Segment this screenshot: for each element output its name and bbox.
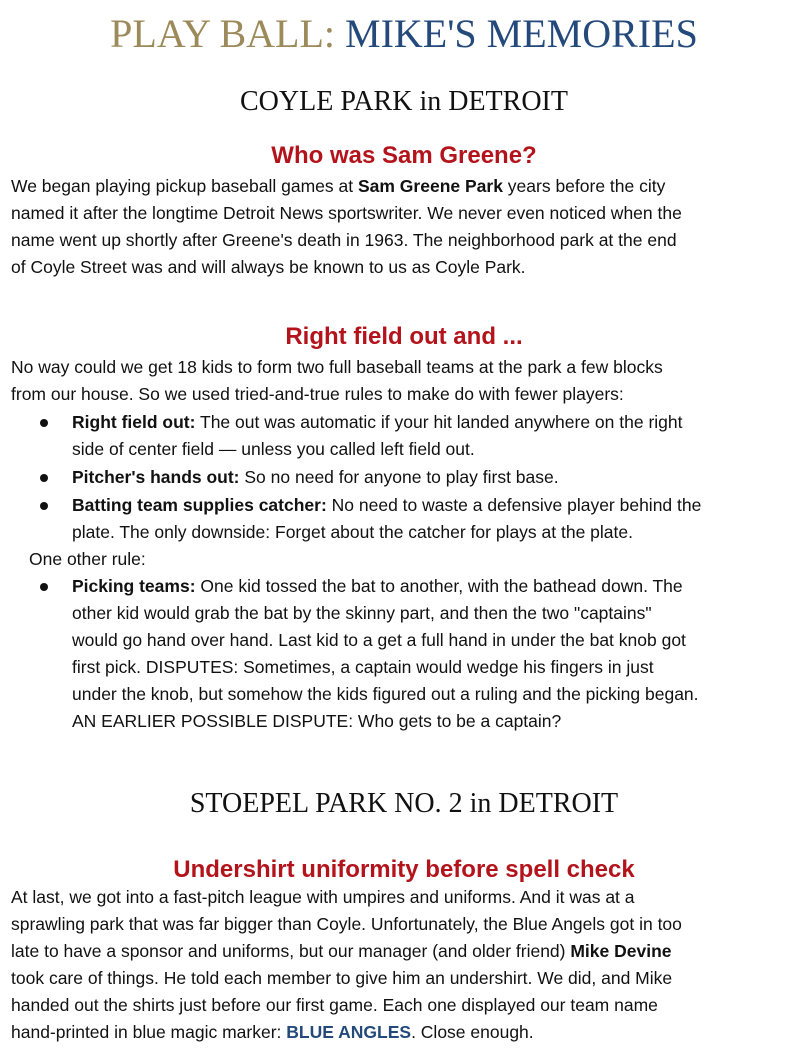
- rule-item-right-field: [72, 409, 802, 463]
- rule-item-picking-teams: [72, 573, 802, 735]
- rule-text: One kid tossed the bat to another, with the bathead down. The: [195, 576, 683, 596]
- rule-line: [72, 464, 802, 491]
- masthead-prefix: PLAY BALL:: [110, 11, 336, 56]
- rule-term: Right field out:: [72, 412, 196, 432]
- team-name-misspelled: BLUE ANGLES: [286, 1022, 412, 1042]
- rule-text: The out was automatic if your hit landed anywhere on the right: [195, 412, 683, 432]
- paragraph-undershirt: [11, 884, 801, 1046]
- paragraph-line: [11, 173, 801, 200]
- masthead-title: MIKE'S MEMORIES: [345, 11, 698, 56]
- text-run: years before the city: [502, 176, 666, 196]
- bullet-dot: [40, 583, 48, 591]
- paragraph-line: named it after the longtime Detroit News sportswriter. We never even noticed when the: [11, 203, 682, 223]
- paragraph-line: handed out the shirts just before our first game. Each one displayed our team name: [11, 995, 658, 1015]
- rule-line: first pick. DISPUTES: Sometimes, a captain would wedge his fingers in just: [72, 657, 654, 677]
- rule-line: AN EARLIER POSSIBLE DISPUTE: Who gets to be a captain?: [72, 711, 562, 731]
- paragraph-line: of Coyle Street was and will always be known to us as Coyle Park.: [11, 257, 526, 277]
- paragraph-line: [11, 1019, 801, 1046]
- paragraph-line: from our house. So we used tried-and-true rules to make do with fewer players:: [11, 384, 624, 404]
- text-run: We began playing pickup baseball games at: [11, 176, 358, 196]
- subheading-right-field-out: Right field out and ...: [285, 323, 523, 350]
- paragraph-line: At last, we got into a fast-pitch league with umpires and uniforms. And it was at a: [11, 887, 635, 907]
- rule-line: plate. The only downside: Forget about the catcher for plays at the plate.: [72, 522, 633, 542]
- rule-line: other kid would grab the bat by the skinny part, and then the two "captains": [72, 603, 652, 623]
- paragraph-line: [11, 938, 801, 965]
- paragraph-intro: [11, 354, 801, 408]
- rule-line: would go hand over hand. Last kid to a get a full hand in under the bat knob got: [72, 630, 686, 650]
- text-run: . Close enough.: [411, 1022, 534, 1042]
- section-heading-coyle: COYLE PARK in DETROIT: [240, 86, 568, 117]
- bullet-dot: [40, 474, 48, 482]
- rule-line: [72, 409, 802, 436]
- paragraph-line: sprawling park that was far bigger than Coyle. Unfortunately, the Blue Angels got in too: [11, 914, 682, 934]
- rule-term: Picking teams:: [72, 576, 196, 596]
- subheading-sam-greene: Who was Sam Greene?: [271, 142, 537, 169]
- bold-manager-name: Mike Devine: [570, 941, 672, 961]
- other-rule-label: One other rule:: [29, 549, 146, 569]
- bullet-dot: [40, 419, 48, 427]
- rule-item-catcher: [72, 492, 802, 546]
- rule-line: [72, 573, 802, 600]
- rule-line: side of center field — unless you called left field out.: [72, 439, 475, 459]
- rule-term: Pitcher's hands out:: [72, 467, 240, 487]
- paragraph-sam-greene: [11, 173, 801, 281]
- bold-park-name: Sam Greene Park: [357, 176, 503, 196]
- subheading-undershirt: Undershirt uniformity before spell check: [173, 856, 635, 883]
- masthead: [0, 10, 808, 58]
- text-run: hand-printed in blue magic marker:: [11, 1022, 287, 1042]
- text-run: late to have a sponsor and uniforms, but our manager (and older friend): [11, 941, 571, 961]
- paragraph-line: name went up shortly after Greene's death in 1963. The neighborhood park at the end: [11, 230, 677, 250]
- rule-line: under the knob, but somehow the kids figured out a ruling and the picking began.: [72, 684, 699, 704]
- bullet-dot: [40, 502, 48, 510]
- paragraph-line: took care of things. He told each member to give him an undershirt. We did, and Mike: [11, 968, 673, 988]
- section-heading-stoepel: STOEPEL PARK NO. 2 in DETROIT: [189, 788, 619, 819]
- rule-item-pitchers-hands: [72, 464, 802, 491]
- rule-term: Batting team supplies catcher:: [72, 495, 327, 515]
- rule-text: No need to waste a defensive player behind the: [326, 495, 702, 515]
- paragraph-line: No way could we get 18 kids to form two full baseball teams at the park a few blocks: [11, 357, 663, 377]
- rule-text: So no need for anyone to play first base.: [239, 467, 559, 487]
- rule-line: [72, 492, 802, 519]
